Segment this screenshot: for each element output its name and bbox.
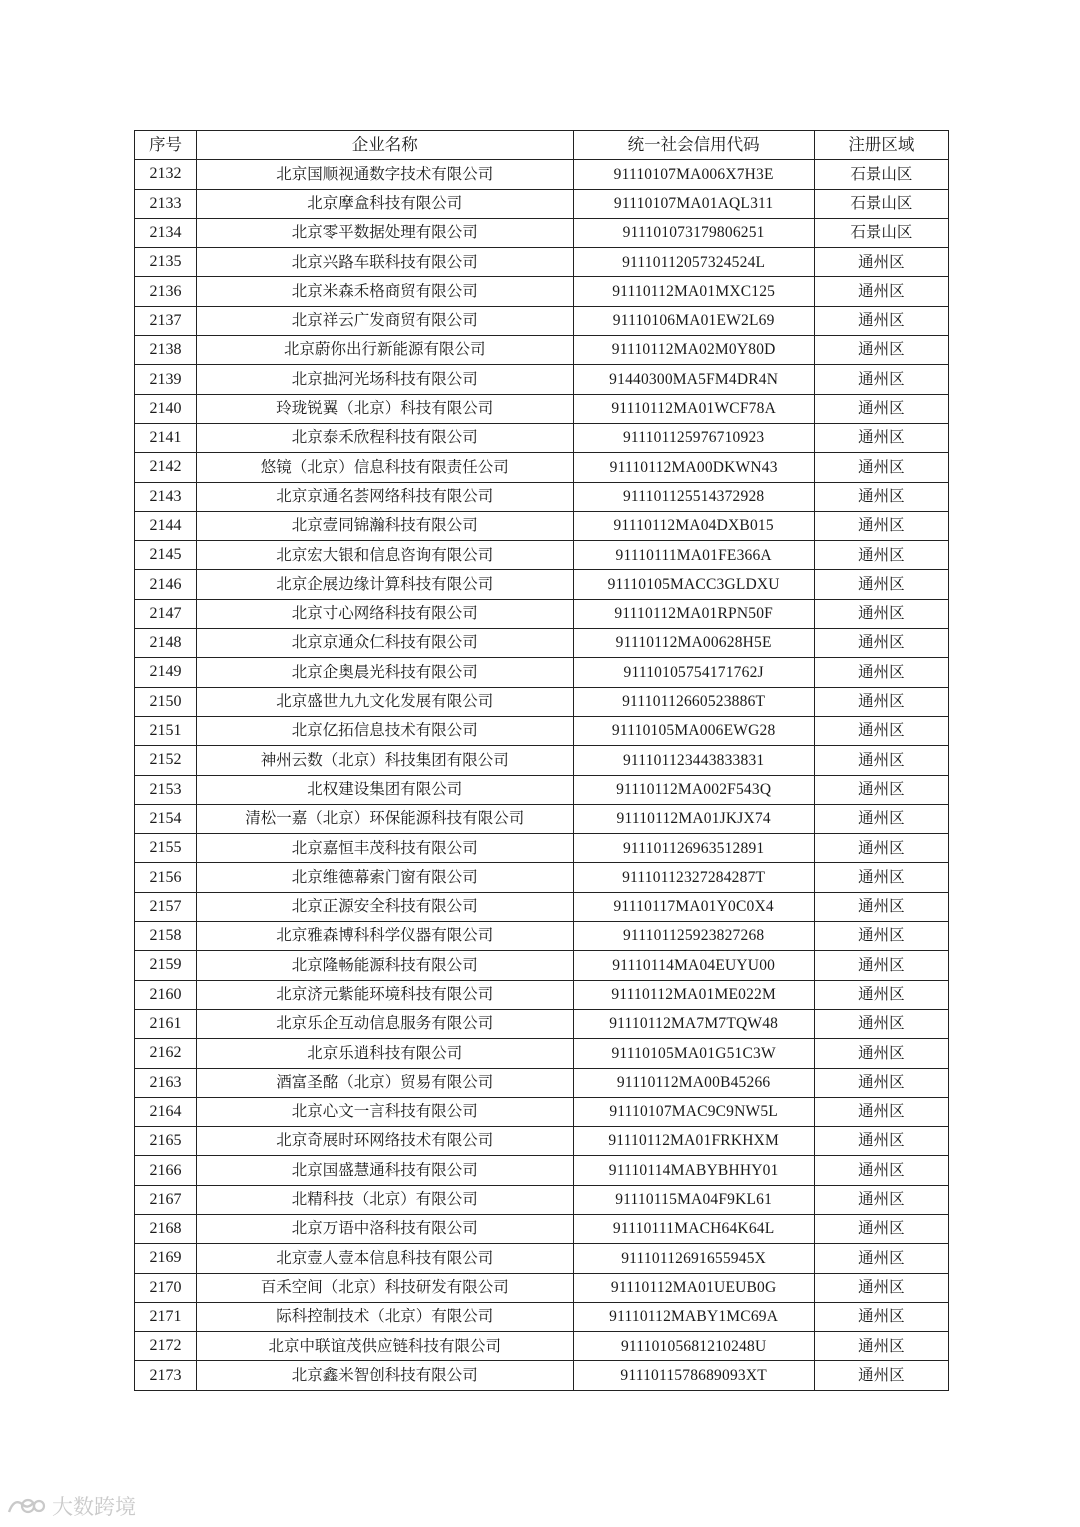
credit-code-cell: 911101125514372928 bbox=[573, 482, 814, 511]
company-name-cell: 北京盛世九九文化发展有限公司 bbox=[197, 687, 573, 716]
table-row bbox=[135, 1009, 949, 1038]
serial-number-cell: 2166 bbox=[135, 1156, 197, 1185]
serial-number-cell: 2155 bbox=[135, 834, 197, 863]
credit-code-cell: 9111011578689093XT bbox=[573, 1361, 814, 1390]
region-cell: 通州区 bbox=[814, 1302, 948, 1331]
serial-number-cell: 2169 bbox=[135, 1244, 197, 1273]
table-row bbox=[135, 775, 949, 804]
company-name-cell: 北京国顺视通数字技术有限公司 bbox=[197, 160, 573, 189]
region-cell: 通州区 bbox=[814, 863, 948, 892]
credit-code-cell: 91110112MA002F543Q bbox=[573, 775, 814, 804]
serial-number-cell: 2171 bbox=[135, 1302, 197, 1331]
company-name-cell: 神州云数（北京）科技集团有限公司 bbox=[197, 746, 573, 775]
company-name-cell: 北京拙河光场科技有限公司 bbox=[197, 365, 573, 394]
region-cell: 通州区 bbox=[814, 804, 948, 833]
region-cell: 通州区 bbox=[814, 922, 948, 951]
credit-code-cell: 91110107MAC9C9NW5L bbox=[573, 1097, 814, 1126]
company-name-cell: 北京泰禾欣程科技有限公司 bbox=[197, 423, 573, 452]
company-name-cell: 北京零平数据处理有限公司 bbox=[197, 218, 573, 247]
table-row bbox=[135, 1361, 949, 1390]
company-name-cell: 北京国盛慧通科技有限公司 bbox=[197, 1156, 573, 1185]
credit-code-cell: 91110117MA01Y0C0X4 bbox=[573, 892, 814, 921]
watermark bbox=[6, 1491, 136, 1521]
region-cell: 石景山区 bbox=[814, 189, 948, 218]
credit-code-cell: 911101126963512891 bbox=[573, 834, 814, 863]
region-cell: 通州区 bbox=[814, 892, 948, 921]
table-row bbox=[135, 1185, 949, 1214]
table-row bbox=[135, 365, 949, 394]
company-list-table bbox=[134, 130, 949, 1391]
serial-number-cell: 2145 bbox=[135, 541, 197, 570]
serial-number-cell: 2137 bbox=[135, 306, 197, 335]
company-name-cell: 北京济元紫能环境科技有限公司 bbox=[197, 980, 573, 1009]
serial-number-cell: 2132 bbox=[135, 160, 197, 189]
serial-number-cell: 2154 bbox=[135, 804, 197, 833]
company-name-cell: 北京鑫米智创科技有限公司 bbox=[197, 1361, 573, 1390]
table-row bbox=[135, 160, 949, 189]
table-row bbox=[135, 1097, 949, 1126]
table-row bbox=[135, 218, 949, 247]
company-name-cell: 北京摩盒科技有限公司 bbox=[197, 189, 573, 218]
table-row bbox=[135, 453, 949, 482]
table-row bbox=[135, 277, 949, 306]
watermark-text: 大数跨境 bbox=[52, 1495, 136, 1519]
credit-code-cell: 911101123443833831 bbox=[573, 746, 814, 775]
header-region: 注册区域 bbox=[814, 131, 948, 160]
company-name-cell: 北京企奥晨光科技有限公司 bbox=[197, 658, 573, 687]
company-name-cell: 北京亿拓信息技术有限公司 bbox=[197, 716, 573, 745]
table-row bbox=[135, 306, 949, 335]
table-row bbox=[135, 541, 949, 570]
company-name-cell: 百禾空间（北京）科技研发有限公司 bbox=[197, 1273, 573, 1302]
region-cell: 通州区 bbox=[814, 511, 948, 540]
credit-code-cell: 91110105MA006EWG28 bbox=[573, 716, 814, 745]
region-cell: 通州区 bbox=[814, 716, 948, 745]
serial-number-cell: 2135 bbox=[135, 248, 197, 277]
region-cell: 通州区 bbox=[814, 394, 948, 423]
serial-number-cell: 2173 bbox=[135, 1361, 197, 1390]
company-name-cell: 北京乐企互动信息服务有限公司 bbox=[197, 1009, 573, 1038]
serial-number-cell: 2133 bbox=[135, 189, 197, 218]
region-cell: 通州区 bbox=[814, 980, 948, 1009]
serial-number-cell: 2146 bbox=[135, 570, 197, 599]
region-cell: 通州区 bbox=[814, 453, 948, 482]
company-name-cell: 北京寸心网络科技有限公司 bbox=[197, 599, 573, 628]
region-cell: 通州区 bbox=[814, 629, 948, 658]
credit-code-cell: 91110114MABYBHHY01 bbox=[573, 1156, 814, 1185]
serial-number-cell: 2160 bbox=[135, 980, 197, 1009]
company-name-cell: 北京壹同锦瀚科技有限公司 bbox=[197, 511, 573, 540]
company-name-cell: 北京正源安全科技有限公司 bbox=[197, 892, 573, 921]
serial-number-cell: 2144 bbox=[135, 511, 197, 540]
table-row bbox=[135, 1039, 949, 1068]
serial-number-cell: 2159 bbox=[135, 951, 197, 980]
table-row bbox=[135, 599, 949, 628]
company-name-cell: 北京隆畅能源科技有限公司 bbox=[197, 951, 573, 980]
credit-code-cell: 91440300MA5FM4DR4N bbox=[573, 365, 814, 394]
company-name-cell: 北京维德幕索门窗有限公司 bbox=[197, 863, 573, 892]
table-row bbox=[135, 980, 949, 1009]
company-name-cell: 北京米森禾格商贸有限公司 bbox=[197, 277, 573, 306]
region-cell: 石景山区 bbox=[814, 160, 948, 189]
serial-number-cell: 2165 bbox=[135, 1127, 197, 1156]
credit-code-cell: 91110112MA01ME022M bbox=[573, 980, 814, 1009]
region-cell: 通州区 bbox=[814, 1185, 948, 1214]
credit-code-cell: 91110112MA01MXC125 bbox=[573, 277, 814, 306]
table-row bbox=[135, 746, 949, 775]
region-cell: 通州区 bbox=[814, 834, 948, 863]
table-row bbox=[135, 687, 949, 716]
serial-number-cell: 2163 bbox=[135, 1068, 197, 1097]
credit-code-cell: 91110112660523886T bbox=[573, 687, 814, 716]
serial-number-cell: 2149 bbox=[135, 658, 197, 687]
region-cell: 通州区 bbox=[814, 1127, 948, 1156]
region-cell: 通州区 bbox=[814, 1214, 948, 1243]
serial-number-cell: 2156 bbox=[135, 863, 197, 892]
credit-code-cell: 91110114MA04EUYU00 bbox=[573, 951, 814, 980]
table-row bbox=[135, 1068, 949, 1097]
serial-number-cell: 2164 bbox=[135, 1097, 197, 1126]
company-name-cell: 北京壹人壹本信息科技有限公司 bbox=[197, 1244, 573, 1273]
table-row bbox=[135, 423, 949, 452]
table-row bbox=[135, 922, 949, 951]
table-row bbox=[135, 248, 949, 277]
credit-code-cell: 91110112MA00628H5E bbox=[573, 629, 814, 658]
company-name-cell: 北京企展边缘计算科技有限公司 bbox=[197, 570, 573, 599]
region-cell: 石景山区 bbox=[814, 218, 948, 247]
company-name-cell: 际科控制技术（北京）有限公司 bbox=[197, 1302, 573, 1331]
credit-code-cell: 91110105MACC3GLDXU bbox=[573, 570, 814, 599]
table-row bbox=[135, 1127, 949, 1156]
region-cell: 通州区 bbox=[814, 482, 948, 511]
table-row bbox=[135, 892, 949, 921]
table-row bbox=[135, 1273, 949, 1302]
credit-code-cell: 91110106MA01EW2L69 bbox=[573, 306, 814, 335]
region-cell: 通州区 bbox=[814, 599, 948, 628]
company-name-cell: 北京蔚你出行新能源有限公司 bbox=[197, 336, 573, 365]
credit-code-cell: 91110112MA01FRKHXM bbox=[573, 1127, 814, 1156]
company-name-cell: 北权建设集团有限公司 bbox=[197, 775, 573, 804]
region-cell: 通州区 bbox=[814, 1097, 948, 1126]
company-name-cell: 北京京通众仁科技有限公司 bbox=[197, 629, 573, 658]
company-name-cell: 北京万语中洛科技有限公司 bbox=[197, 1214, 573, 1243]
region-cell: 通州区 bbox=[814, 1361, 948, 1390]
company-name-cell: 北京祥云广发商贸有限公司 bbox=[197, 306, 573, 335]
table-row bbox=[135, 1156, 949, 1185]
serial-number-cell: 2158 bbox=[135, 922, 197, 951]
serial-number-cell: 2172 bbox=[135, 1332, 197, 1361]
brand-logo-icon bbox=[6, 1494, 46, 1518]
region-cell: 通州区 bbox=[814, 951, 948, 980]
table-row bbox=[135, 804, 949, 833]
region-cell: 通州区 bbox=[814, 658, 948, 687]
credit-code-cell: 91110107MA006X7H3E bbox=[573, 160, 814, 189]
header-company-name: 企业名称 bbox=[197, 131, 573, 160]
header-serial-number: 序号 bbox=[135, 131, 197, 160]
company-name-cell: 北京雅森博科科学仪器有限公司 bbox=[197, 922, 573, 951]
serial-number-cell: 2162 bbox=[135, 1039, 197, 1068]
credit-code-cell: 91110105754171762J bbox=[573, 658, 814, 687]
serial-number-cell: 2143 bbox=[135, 482, 197, 511]
table-row bbox=[135, 951, 949, 980]
company-name-cell: 北京京通名荟网络科技有限公司 bbox=[197, 482, 573, 511]
credit-code-cell: 91110112MA01UEUB0G bbox=[573, 1273, 814, 1302]
region-cell: 通州区 bbox=[814, 306, 948, 335]
company-name-cell: 北京乐逍科技有限公司 bbox=[197, 1039, 573, 1068]
table-row bbox=[135, 834, 949, 863]
serial-number-cell: 2139 bbox=[135, 365, 197, 394]
company-name-cell: 北京中联谊茂供应链科技有限公司 bbox=[197, 1332, 573, 1361]
credit-code-cell: 91110111MA01FE366A bbox=[573, 541, 814, 570]
region-cell: 通州区 bbox=[814, 541, 948, 570]
company-name-cell: 玲珑锐翼（北京）科技有限公司 bbox=[197, 394, 573, 423]
credit-code-cell: 91110112MA02M0Y80D bbox=[573, 336, 814, 365]
serial-number-cell: 2134 bbox=[135, 218, 197, 247]
region-cell: 通州区 bbox=[814, 1273, 948, 1302]
credit-code-cell: 91110111MACH64K64L bbox=[573, 1214, 814, 1243]
region-cell: 通州区 bbox=[814, 1039, 948, 1068]
credit-code-cell: 911101125923827268 bbox=[573, 922, 814, 951]
credit-code-cell: 91110112327284287T bbox=[573, 863, 814, 892]
table-row bbox=[135, 570, 949, 599]
company-name-cell: 酒富圣酩（北京）贸易有限公司 bbox=[197, 1068, 573, 1097]
region-cell: 通州区 bbox=[814, 365, 948, 394]
table-row bbox=[135, 1332, 949, 1361]
credit-code-cell: 91110112MA01JKJX74 bbox=[573, 804, 814, 833]
region-cell: 通州区 bbox=[814, 570, 948, 599]
credit-code-cell: 91110112MA7M7TQW48 bbox=[573, 1009, 814, 1038]
table-row bbox=[135, 394, 949, 423]
credit-code-cell: 911101073179806251 bbox=[573, 218, 814, 247]
credit-code-cell: 91110112MA00B45266 bbox=[573, 1068, 814, 1097]
region-cell: 通州区 bbox=[814, 423, 948, 452]
company-name-cell: 北京宏大银和信息咨询有限公司 bbox=[197, 541, 573, 570]
serial-number-cell: 2152 bbox=[135, 746, 197, 775]
credit-code-cell: 91110112MA01RPN50F bbox=[573, 599, 814, 628]
header-credit-code: 统一社会信用代码 bbox=[573, 131, 814, 160]
region-cell: 通州区 bbox=[814, 248, 948, 277]
region-cell: 通州区 bbox=[814, 1332, 948, 1361]
table-row bbox=[135, 863, 949, 892]
serial-number-cell: 2141 bbox=[135, 423, 197, 452]
region-cell: 通州区 bbox=[814, 277, 948, 306]
serial-number-cell: 2170 bbox=[135, 1273, 197, 1302]
company-name-cell: 北京嘉恒丰茂科技有限公司 bbox=[197, 834, 573, 863]
serial-number-cell: 2161 bbox=[135, 1009, 197, 1038]
serial-number-cell: 2157 bbox=[135, 892, 197, 921]
company-name-cell: 北京奇展时环网络技术有限公司 bbox=[197, 1127, 573, 1156]
credit-code-cell: 91110112MA01WCF78A bbox=[573, 394, 814, 423]
credit-code-cell: 91110115MA04F9KL61 bbox=[573, 1185, 814, 1214]
credit-code-cell: 91110112MA00DKWN43 bbox=[573, 453, 814, 482]
credit-code-cell: 91110112057324524L bbox=[573, 248, 814, 277]
serial-number-cell: 2167 bbox=[135, 1185, 197, 1214]
table-row bbox=[135, 658, 949, 687]
table-header-row bbox=[135, 131, 949, 160]
region-cell: 通州区 bbox=[814, 775, 948, 804]
serial-number-cell: 2153 bbox=[135, 775, 197, 804]
region-cell: 通州区 bbox=[814, 687, 948, 716]
company-name-cell: 北京兴路车联科技有限公司 bbox=[197, 248, 573, 277]
company-name-cell: 悠镜（北京）信息科技有限责任公司 bbox=[197, 453, 573, 482]
serial-number-cell: 2148 bbox=[135, 629, 197, 658]
credit-code-cell: 91110105MA01G51C3W bbox=[573, 1039, 814, 1068]
region-cell: 通州区 bbox=[814, 1156, 948, 1185]
serial-number-cell: 2151 bbox=[135, 716, 197, 745]
table-row bbox=[135, 336, 949, 365]
table-row bbox=[135, 1302, 949, 1331]
credit-code-cell: 91110112MABY1MC69A bbox=[573, 1302, 814, 1331]
region-cell: 通州区 bbox=[814, 1009, 948, 1038]
region-cell: 通州区 bbox=[814, 746, 948, 775]
table-row bbox=[135, 716, 949, 745]
company-name-cell: 北京心文一言科技有限公司 bbox=[197, 1097, 573, 1126]
table-row bbox=[135, 189, 949, 218]
region-cell: 通州区 bbox=[814, 1068, 948, 1097]
credit-code-cell: 91110112691655945X bbox=[573, 1244, 814, 1273]
serial-number-cell: 2142 bbox=[135, 453, 197, 482]
table-row bbox=[135, 1214, 949, 1243]
credit-code-cell: 91110112MA04DXB015 bbox=[573, 511, 814, 540]
serial-number-cell: 2138 bbox=[135, 336, 197, 365]
serial-number-cell: 2168 bbox=[135, 1214, 197, 1243]
table-row bbox=[135, 482, 949, 511]
company-name-cell: 北精科技（北京）有限公司 bbox=[197, 1185, 573, 1214]
table-row bbox=[135, 511, 949, 540]
table-body bbox=[135, 160, 949, 1390]
serial-number-cell: 2136 bbox=[135, 277, 197, 306]
serial-number-cell: 2147 bbox=[135, 599, 197, 628]
credit-code-cell: 911101125976710923 bbox=[573, 423, 814, 452]
company-name-cell: 清松一嘉（北京）环保能源科技有限公司 bbox=[197, 804, 573, 833]
credit-code-cell: 91110105681210248U bbox=[573, 1332, 814, 1361]
table-row bbox=[135, 1244, 949, 1273]
credit-code-cell: 91110107MA01AQL311 bbox=[573, 189, 814, 218]
serial-number-cell: 2140 bbox=[135, 394, 197, 423]
region-cell: 通州区 bbox=[814, 1244, 948, 1273]
table-row bbox=[135, 629, 949, 658]
serial-number-cell: 2150 bbox=[135, 687, 197, 716]
region-cell: 通州区 bbox=[814, 336, 948, 365]
